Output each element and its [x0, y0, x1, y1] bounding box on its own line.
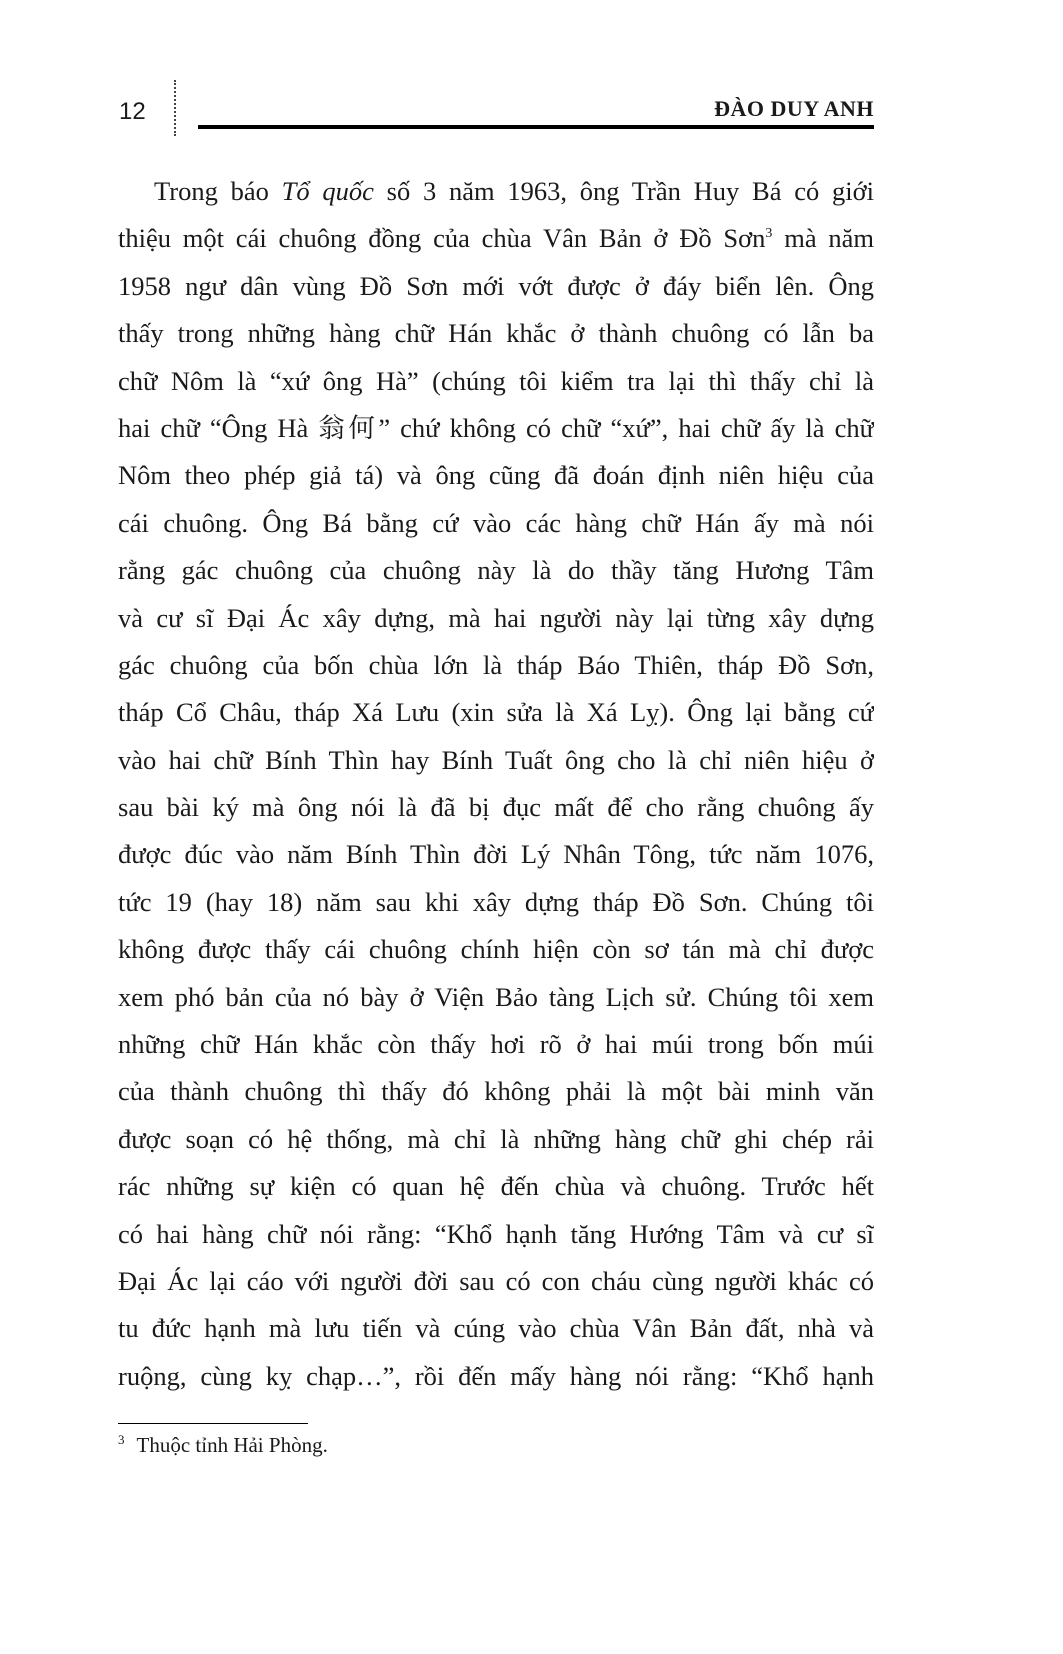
footnote-text: Thuộc tỉnh Hải Phòng.: [136, 1433, 328, 1457]
text-segment: Trong báo: [154, 176, 282, 206]
body-text: [118, 168, 874, 1400]
text-segment: mà năm: [772, 223, 874, 254]
text-line: [118, 215, 874, 262]
text-line: vào hai chữ Bính Thìn hay Bính Tuất ông cho là chỉ niên hiệu ở: [118, 744, 874, 775]
text-line: không được thấy cái chuông chính hiện còn sơ tán mà chỉ được: [118, 934, 874, 965]
text-line: sau bài ký mà ông nói là đã bị đục mất để cho rằng chuông ấy: [118, 792, 874, 823]
text-line: và cư sĩ Đại Ác xây dựng, mà hai người này lại từng xây dựng: [118, 602, 874, 633]
text-line: được đúc vào năm Bính Thìn đời Lý Nhân Tông, tức năm 1076,: [118, 839, 874, 870]
running-head: ĐÀO DUY ANH: [714, 96, 874, 121]
text-line: thấy trong những hàng chữ Hán khắc ở thành chuông có lẫn ba: [118, 318, 874, 349]
text-line: tu đức hạnh mà lưu tiến và cúng vào chùa Vân Bản đất, nhà và: [118, 1313, 874, 1344]
footnote-rule: [118, 1423, 308, 1424]
text-line: chữ Nôm là “xứ ông Hà” (chúng tôi kiểm tra lại thì thấy chỉ là: [118, 365, 874, 396]
text-line: rác những sự kiện có quan hệ đến chùa và chuông. Trước hết: [118, 1171, 874, 1202]
header-dotted-divider: [174, 80, 180, 136]
text-line: xem phó bản của nó bày ở Viện Bảo tàng Lịch sử. Chúng tôi xem: [118, 981, 874, 1012]
text-line: có hai hàng chữ nói rằng: “Khổ hạnh tăng Hướng Tâm và cư sĩ: [118, 1218, 874, 1249]
footnote-marker: 3: [118, 1432, 125, 1447]
text-line: những chữ Hán khắc còn thấy hơi rõ ở hai múi trong bốn múi: [118, 1029, 874, 1060]
newspaper-title: Tổ quốc: [281, 176, 374, 206]
text-line: tháp Cổ Châu, tháp Xá Lưu (xin sửa là Xá Lỵ). Ông lại bằng cứ: [118, 697, 874, 728]
text-line: của thành chuông thì thấy đó không phải là một bài minh văn: [118, 1076, 874, 1107]
text-line: gác chuông của bốn chùa lớn là tháp Báo Thiên, tháp Đồ Sơn,: [118, 649, 874, 680]
text-line: [118, 168, 874, 215]
text-line: tức 19 (hay 18) năm sau khi xây dựng tháp Đồ Sơn. Chúng tôi: [118, 886, 874, 917]
text-line: hai chữ “Ông Hà 翁何” chứ không có chữ “xứ”, hai chữ ấy là chữ: [118, 412, 874, 443]
footnote: [118, 1433, 328, 1458]
footnote-reference[interactable]: 3: [765, 226, 773, 242]
text-line: Đại Ác lại cáo với người đời sau có con cháu cùng người khác có: [118, 1265, 874, 1296]
page-number: 12: [119, 98, 146, 125]
text-segment: số 3 năm 1963, ông Trần Huy Bá có giới: [373, 176, 874, 206]
text-line: rằng gác chuông của chuông này là do thầy tăng Hương Tâm: [118, 555, 874, 586]
text-line: được soạn có hệ thống, mà chỉ là những hàng chữ ghi chép rải: [118, 1123, 874, 1154]
text-line: Nôm theo phép giả tá) và ông cũng đã đoán định niên hiệu của: [118, 460, 874, 491]
header-rule: [198, 125, 874, 129]
text-line: 1958 ngư dân vùng Đồ Sơn mới vớt được ở đáy biển lên. Ông: [118, 270, 874, 301]
text-line: ruộng, cùng kỵ chạp…”, rồi đến mấy hàng nói rằng: “Khổ hạnh: [118, 1360, 874, 1391]
text-segment: thiệu một cái chuông đồng của chùa Vân Bản ở Đồ Sơn: [118, 223, 766, 254]
text-line: cái chuông. Ông Bá bằng cứ vào các hàng chữ Hán ấy mà nói: [118, 507, 874, 538]
